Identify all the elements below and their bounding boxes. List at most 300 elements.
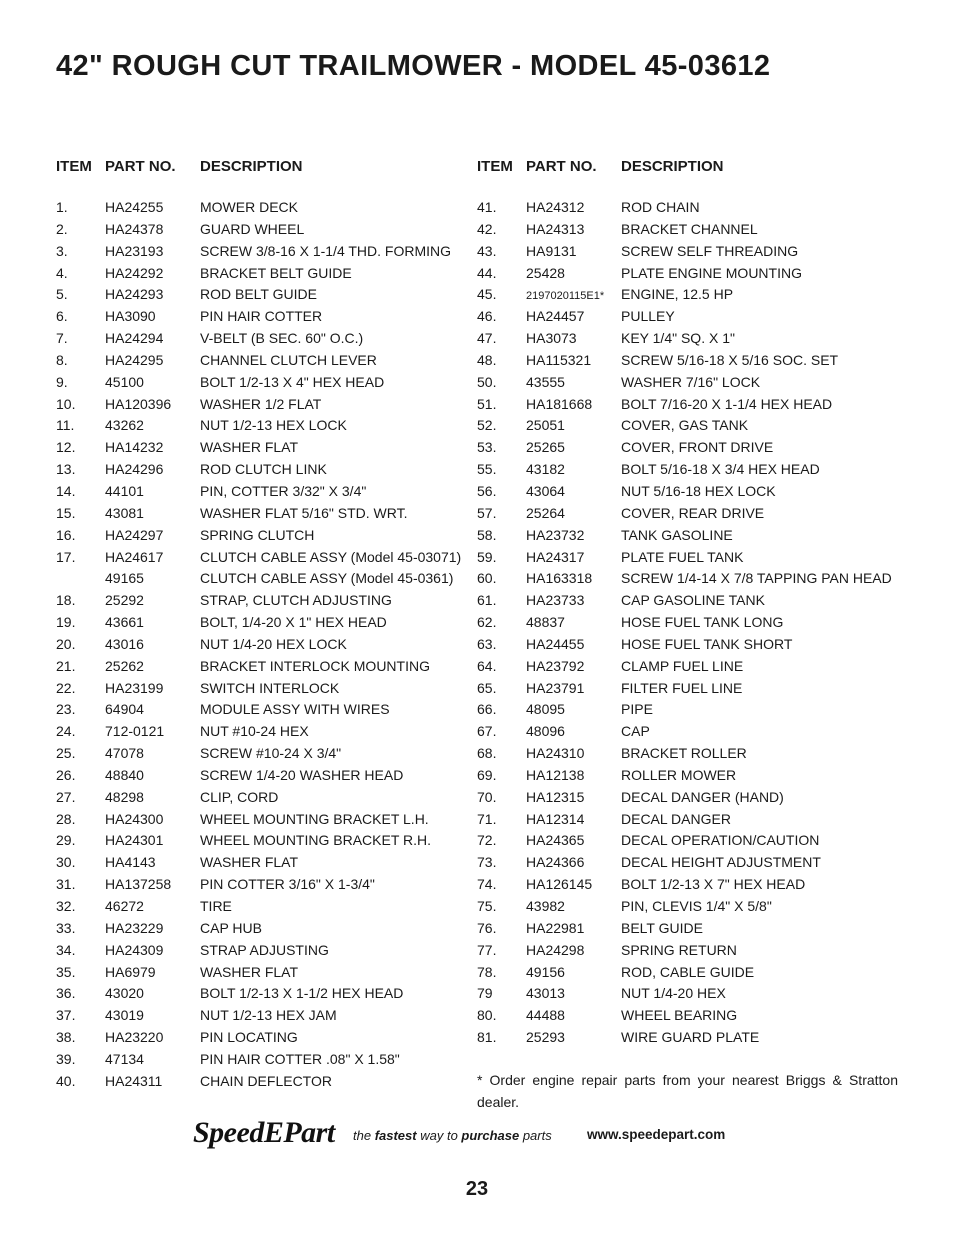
part-number: HA12138 bbox=[526, 766, 585, 783]
part-description: SCREW #10-24 X 3/4" bbox=[200, 745, 342, 762]
table-row bbox=[56, 700, 471, 722]
item-number: 29. bbox=[56, 832, 76, 849]
part-number: HA24298 bbox=[526, 941, 585, 958]
part-description: ROD CHAIN bbox=[621, 199, 700, 215]
part-description: DECAL DANGER bbox=[621, 810, 731, 827]
table-row bbox=[477, 853, 907, 875]
table-header bbox=[56, 155, 471, 177]
part-number: 43020 bbox=[105, 985, 144, 1002]
part-number: 43982 bbox=[526, 898, 565, 914]
part-number: 25262 bbox=[105, 657, 144, 674]
part-number: 43064 bbox=[526, 482, 565, 499]
table-row bbox=[477, 373, 907, 395]
item-number: 17. bbox=[56, 548, 76, 565]
table-row bbox=[477, 831, 907, 853]
item-number: 27. bbox=[56, 788, 76, 805]
part-description: HOSE FUEL TANK LONG bbox=[621, 614, 784, 631]
table-row bbox=[477, 897, 907, 919]
item-number: 4. bbox=[56, 264, 68, 281]
part-description: SCREW SELF THREADING bbox=[621, 242, 799, 259]
part-number: HA137258 bbox=[105, 876, 172, 893]
item-number: 77. bbox=[477, 941, 497, 958]
item-number: 33. bbox=[56, 919, 76, 936]
part-number: HA24378 bbox=[105, 220, 164, 237]
part-number: 43019 bbox=[105, 1007, 144, 1024]
item-number: 36. bbox=[56, 985, 76, 1002]
table-row bbox=[477, 591, 907, 613]
part-description: SCREW 1/4-14 X 7/8 TAPPING PAN HEAD bbox=[621, 570, 892, 587]
part-description: BRACKET BELT GUIDE bbox=[200, 264, 352, 281]
tagline bbox=[353, 1128, 552, 1143]
part-number: HA22981 bbox=[526, 919, 585, 936]
part-number: HA24455 bbox=[526, 635, 585, 652]
parts-list-right bbox=[477, 198, 907, 1050]
part-number: HA181668 bbox=[526, 395, 593, 412]
table-row bbox=[477, 919, 907, 941]
table-row bbox=[56, 569, 471, 591]
table-row bbox=[477, 569, 907, 591]
table-row bbox=[56, 351, 471, 373]
part-description: WASHER FLAT bbox=[200, 439, 299, 456]
header-part-no: PART NO. bbox=[105, 158, 176, 175]
parts-table-left bbox=[56, 155, 471, 1094]
table-row bbox=[56, 438, 471, 460]
item-number: 21. bbox=[56, 657, 76, 674]
item-number: 74. bbox=[477, 876, 497, 893]
part-number: HA120396 bbox=[105, 395, 172, 412]
part-description: PIN HAIR COTTER .08" X 1.58" bbox=[200, 1050, 400, 1067]
table-row bbox=[477, 264, 907, 286]
table-row bbox=[56, 722, 471, 744]
table-row bbox=[56, 504, 471, 526]
part-description: BOLT 5/16-18 X 3/4 HEX HEAD bbox=[621, 461, 820, 478]
table-row bbox=[56, 766, 471, 788]
tagline-post: parts bbox=[519, 1128, 552, 1143]
item-number: 37. bbox=[56, 1007, 76, 1024]
part-description: ROLLER MOWER bbox=[621, 766, 737, 783]
item-number: 78. bbox=[477, 963, 497, 980]
part-number: HA3073 bbox=[526, 330, 577, 347]
part-number: HA23792 bbox=[526, 657, 585, 674]
item-number: 11. bbox=[56, 417, 75, 434]
table-row bbox=[56, 831, 471, 853]
table-row bbox=[477, 613, 907, 635]
part-description: CLAMP FUEL LINE bbox=[621, 657, 744, 674]
item-number: 47. bbox=[477, 330, 497, 347]
part-number: 25051 bbox=[526, 417, 565, 434]
item-number: 56. bbox=[477, 482, 497, 499]
header-description: DESCRIPTION bbox=[621, 158, 724, 175]
part-number: 64904 bbox=[105, 701, 144, 718]
part-description: MOWER DECK bbox=[200, 199, 298, 215]
item-number: 52. bbox=[477, 417, 497, 434]
item-number: 34. bbox=[56, 941, 76, 958]
part-number: HA24293 bbox=[105, 286, 164, 303]
part-description: CAP bbox=[621, 723, 650, 740]
part-description: NUT 1/2-13 HEX JAM bbox=[200, 1007, 337, 1024]
part-number: HA12315 bbox=[526, 788, 585, 805]
part-number: 43016 bbox=[105, 635, 144, 652]
part-description: COVER, GAS TANK bbox=[621, 417, 749, 434]
part-description: CHANNEL CLUTCH LEVER bbox=[200, 351, 377, 368]
table-row bbox=[56, 984, 471, 1006]
parts-list-left bbox=[56, 198, 471, 1094]
part-description: BELT GUIDE bbox=[621, 919, 703, 936]
part-description: BOLT, 1/4-20 X 1" HEX HEAD bbox=[200, 614, 387, 631]
table-row bbox=[477, 1028, 907, 1050]
part-number: HA24309 bbox=[105, 941, 164, 958]
table-row bbox=[56, 395, 471, 417]
part-description: WASHER FLAT bbox=[200, 963, 299, 980]
table-row bbox=[56, 285, 471, 307]
part-description: FILTER FUEL LINE bbox=[621, 679, 743, 696]
part-number: HA115321 bbox=[526, 351, 592, 368]
item-number: 76. bbox=[477, 919, 497, 936]
part-number: HA126145 bbox=[526, 876, 593, 893]
table-row bbox=[477, 504, 907, 526]
table-row bbox=[56, 460, 471, 482]
part-description: NUT 1/2-13 HEX LOCK bbox=[200, 417, 347, 434]
item-number: 23. bbox=[56, 701, 76, 718]
table-row bbox=[477, 700, 907, 722]
table-row bbox=[477, 526, 907, 548]
item-number: 8. bbox=[56, 351, 68, 368]
part-description: PIN LOCATING bbox=[200, 1029, 298, 1046]
item-number: 50. bbox=[477, 373, 497, 390]
item-number: 7. bbox=[56, 330, 68, 347]
part-number: HA24311 bbox=[105, 1072, 163, 1089]
part-description: PIN COTTER 3/16" X 1-3/4" bbox=[200, 876, 375, 893]
table-row bbox=[477, 679, 907, 701]
item-number: 45. bbox=[477, 286, 497, 303]
part-number: 44101 bbox=[105, 482, 144, 499]
part-number: HA24295 bbox=[105, 351, 164, 368]
item-number: 55. bbox=[477, 461, 497, 478]
item-number: 26. bbox=[56, 766, 76, 783]
table-row bbox=[477, 482, 907, 504]
part-description: ROD, CABLE GUIDE bbox=[621, 963, 755, 980]
table-row bbox=[477, 395, 907, 417]
part-description: BRACKET CHANNEL bbox=[621, 220, 758, 237]
table-row bbox=[56, 635, 471, 657]
item-number: 13. bbox=[56, 461, 76, 478]
part-description: BRACKET ROLLER bbox=[621, 745, 747, 762]
part-number: HA24312 bbox=[526, 199, 585, 215]
item-number: 51. bbox=[477, 395, 497, 412]
table-row bbox=[477, 1006, 907, 1028]
part-number: 43555 bbox=[526, 373, 565, 390]
table-row bbox=[56, 373, 471, 395]
item-number: 14. bbox=[56, 482, 76, 499]
engine-parts-note: * Order engine repair parts from your nearest Briggs & Stratton dealer. bbox=[477, 1072, 898, 1110]
part-description: ROD CLUTCH LINK bbox=[200, 461, 327, 478]
item-number: 39. bbox=[56, 1050, 76, 1067]
tagline-purchase: purchase bbox=[461, 1128, 520, 1143]
table-row bbox=[477, 460, 907, 482]
part-description: PIN HAIR COTTER bbox=[200, 308, 323, 325]
table-row bbox=[56, 1050, 471, 1072]
item-number: 48. bbox=[477, 351, 497, 368]
part-description: WHEEL MOUNTING BRACKET R.H. bbox=[200, 832, 432, 849]
part-description: V-BELT (B SEC. 60" O.C.) bbox=[200, 330, 364, 347]
website-link[interactable]: www.speedepart.com bbox=[587, 1127, 726, 1142]
item-number: 6. bbox=[56, 308, 68, 325]
header-part-no: PART NO. bbox=[526, 158, 597, 175]
part-number: 48840 bbox=[105, 766, 144, 783]
part-number: HA23733 bbox=[526, 592, 585, 609]
page-number: 23 bbox=[465, 1178, 489, 1200]
item-number: 35. bbox=[56, 963, 76, 980]
table-row bbox=[56, 548, 471, 570]
part-number: HA9131 bbox=[526, 242, 577, 259]
tagline-mid: way to bbox=[416, 1128, 462, 1143]
part-number: HA24310 bbox=[526, 745, 585, 762]
part-description: NUT #10-24 HEX bbox=[200, 723, 309, 740]
item-number: 64. bbox=[477, 657, 497, 674]
item-number: 62. bbox=[477, 614, 497, 631]
part-number: HA4143 bbox=[105, 854, 156, 871]
table-row bbox=[477, 416, 907, 438]
item-number: 61. bbox=[477, 592, 497, 609]
part-description: CAP HUB bbox=[200, 919, 262, 936]
item-number: 10. bbox=[56, 395, 76, 412]
part-description: WHEEL MOUNTING BRACKET L.H. bbox=[200, 810, 429, 827]
part-number: HA23229 bbox=[105, 919, 164, 936]
item-number: 42. bbox=[477, 220, 497, 237]
part-description: CLUTCH CABLE ASSY (Model 45-03071) bbox=[200, 548, 462, 565]
part-description: CLUTCH CABLE ASSY (Model 45-0361) bbox=[200, 570, 454, 587]
part-description: DECAL DANGER (HAND) bbox=[621, 788, 784, 805]
part-number: 49165 bbox=[105, 570, 144, 587]
part-description: COVER, FRONT DRIVE bbox=[621, 439, 774, 456]
table-row bbox=[477, 198, 907, 220]
item-number: 46. bbox=[477, 308, 497, 325]
table-row bbox=[56, 242, 471, 264]
part-number: HA23193 bbox=[105, 242, 164, 259]
part-number: HA24300 bbox=[105, 810, 164, 827]
item-number: 41. bbox=[477, 199, 497, 215]
part-number: 43661 bbox=[105, 614, 144, 631]
table-row bbox=[477, 810, 907, 832]
part-description: ROD BELT GUIDE bbox=[200, 286, 317, 303]
part-description: GUARD WHEEL bbox=[200, 220, 305, 237]
part-description: BOLT 1/2-13 X 7" HEX HEAD bbox=[621, 876, 806, 893]
table-row bbox=[56, 1006, 471, 1028]
table-row bbox=[477, 329, 907, 351]
part-number: 48298 bbox=[105, 788, 144, 805]
header-item: ITEM bbox=[56, 158, 92, 175]
part-number: HA14232 bbox=[105, 439, 164, 456]
part-number: 44488 bbox=[526, 1007, 565, 1024]
item-number: 81. bbox=[477, 1029, 497, 1046]
item-number: 65. bbox=[477, 679, 497, 696]
item-number: 3. bbox=[56, 242, 68, 259]
part-description: TANK GASOLINE bbox=[621, 526, 733, 543]
part-number: HA23732 bbox=[526, 526, 585, 543]
part-description: PIN, COTTER 3/32" X 3/4" bbox=[200, 482, 367, 499]
part-number: HA24366 bbox=[526, 854, 585, 871]
table-row bbox=[56, 897, 471, 919]
part-number: 47134 bbox=[105, 1050, 144, 1067]
table-header bbox=[477, 155, 907, 177]
table-row bbox=[477, 766, 907, 788]
table-row bbox=[477, 242, 907, 264]
table-row bbox=[56, 941, 471, 963]
table-row bbox=[56, 963, 471, 985]
table-row bbox=[56, 875, 471, 897]
part-description: DECAL OPERATION/CAUTION bbox=[621, 832, 820, 849]
part-description: ENGINE, 12.5 HP bbox=[621, 286, 734, 303]
part-description: SWITCH INTERLOCK bbox=[200, 679, 340, 696]
table-row bbox=[56, 329, 471, 351]
part-description: WASHER 1/2 FLAT bbox=[200, 395, 322, 412]
table-row bbox=[56, 853, 471, 875]
item-number: 31. bbox=[56, 876, 76, 893]
header-description: DESCRIPTION bbox=[200, 158, 303, 175]
part-number: 25264 bbox=[526, 504, 565, 521]
table-row bbox=[56, 613, 471, 635]
item-number: 20. bbox=[56, 635, 76, 652]
part-description: SPRING RETURN bbox=[621, 941, 737, 958]
item-number: 1. bbox=[56, 199, 68, 215]
table-row bbox=[477, 438, 907, 460]
part-description: BRACKET INTERLOCK MOUNTING bbox=[200, 657, 430, 674]
part-number: 48095 bbox=[526, 701, 565, 718]
item-number: 72. bbox=[477, 832, 497, 849]
table-row bbox=[56, 1028, 471, 1050]
table-row bbox=[477, 744, 907, 766]
part-number: 25293 bbox=[526, 1029, 565, 1046]
part-number: HA24457 bbox=[526, 308, 585, 325]
table-row bbox=[477, 722, 907, 744]
part-number: HA23220 bbox=[105, 1029, 164, 1046]
item-number: 59. bbox=[477, 548, 497, 565]
part-description: HOSE FUEL TANK SHORT bbox=[621, 635, 793, 652]
part-description: PULLEY bbox=[621, 308, 675, 325]
part-number: 46272 bbox=[105, 898, 144, 914]
item-number: 15. bbox=[56, 504, 76, 521]
part-number: 47078 bbox=[105, 745, 144, 762]
page-title: 42" ROUGH CUT TRAILMOWER - MODEL 45-03612 bbox=[56, 50, 771, 82]
item-number: 57. bbox=[477, 504, 497, 521]
table-row bbox=[477, 548, 907, 570]
table-row bbox=[56, 307, 471, 329]
part-number: HA24294 bbox=[105, 330, 164, 347]
item-number: 67. bbox=[477, 723, 497, 740]
table-row bbox=[56, 482, 471, 504]
part-number: HA24301 bbox=[105, 832, 164, 849]
part-number: HA24292 bbox=[105, 264, 164, 281]
table-row bbox=[477, 941, 907, 963]
part-description: STRAP, CLUTCH ADJUSTING bbox=[200, 592, 392, 609]
item-number: 66. bbox=[477, 701, 497, 718]
item-number: 71. bbox=[477, 810, 497, 827]
part-number: HA24296 bbox=[105, 461, 164, 478]
part-number: 43262 bbox=[105, 417, 144, 434]
part-number: 712-0121 bbox=[105, 723, 165, 740]
item-number: 73. bbox=[477, 854, 497, 871]
item-number: 40. bbox=[56, 1072, 76, 1089]
part-number: 25292 bbox=[105, 592, 144, 609]
part-description: STRAP ADJUSTING bbox=[200, 941, 329, 958]
item-number: 32. bbox=[56, 898, 76, 914]
part-description: NUT 1/4-20 HEX bbox=[621, 985, 726, 1002]
part-description: WASHER FLAT bbox=[200, 854, 299, 871]
table-row bbox=[56, 810, 471, 832]
table-row bbox=[477, 351, 907, 373]
part-number: HA12314 bbox=[526, 810, 585, 827]
speedepart-logo: SpeedEPart bbox=[193, 1116, 335, 1149]
part-number: HA24365 bbox=[526, 832, 585, 849]
table-row bbox=[56, 264, 471, 286]
item-number: 25. bbox=[56, 745, 76, 762]
table-row bbox=[56, 744, 471, 766]
part-number: 48837 bbox=[526, 614, 565, 631]
part-description: NUT 1/4-20 HEX LOCK bbox=[200, 635, 347, 652]
part-description: SCREW 5/16-18 X 5/16 SOC. SET bbox=[621, 351, 839, 368]
tagline-pre: the bbox=[353, 1128, 375, 1143]
table-row bbox=[56, 220, 471, 242]
table-row bbox=[56, 1072, 471, 1094]
table-row bbox=[56, 526, 471, 548]
item-number: 24. bbox=[56, 723, 76, 740]
part-number: HA6979 bbox=[105, 963, 156, 980]
part-number: 43182 bbox=[526, 461, 565, 478]
part-number: HA24255 bbox=[105, 199, 164, 215]
item-number: 79 bbox=[477, 985, 493, 1002]
table-row bbox=[56, 416, 471, 438]
part-description: PLATE FUEL TANK bbox=[621, 548, 744, 565]
table-row bbox=[477, 220, 907, 242]
item-number: 38. bbox=[56, 1029, 76, 1046]
item-number: 63. bbox=[477, 635, 497, 652]
item-number: 53. bbox=[477, 439, 497, 456]
item-number: 60. bbox=[477, 570, 497, 587]
part-number: 48096 bbox=[526, 723, 565, 740]
table-row bbox=[56, 788, 471, 810]
item-number: 70. bbox=[477, 788, 497, 805]
item-number: 5. bbox=[56, 286, 68, 303]
table-row bbox=[477, 307, 907, 329]
part-number: HA24317 bbox=[526, 548, 585, 565]
part-description: NUT 5/16-18 HEX LOCK bbox=[621, 482, 776, 499]
part-number: 25265 bbox=[526, 439, 565, 456]
item-number: 69. bbox=[477, 766, 497, 783]
part-description: WHEEL BEARING bbox=[621, 1007, 738, 1024]
item-number: 58. bbox=[477, 526, 497, 543]
part-number: HA24313 bbox=[526, 220, 585, 237]
part-number: HA24617 bbox=[105, 548, 164, 565]
part-number: 25428 bbox=[526, 264, 565, 281]
item-number: 80. bbox=[477, 1007, 497, 1024]
part-description: WIRE GUARD PLATE bbox=[621, 1029, 760, 1046]
part-number: HA23791 bbox=[526, 679, 585, 696]
part-description: BOLT 1/2-13 X 1-1/2 HEX HEAD bbox=[200, 985, 404, 1002]
table-row bbox=[477, 635, 907, 657]
part-description: SCREW 3/8-16 X 1-1/4 THD. FORMING bbox=[200, 242, 452, 259]
part-number: 43013 bbox=[526, 985, 565, 1002]
parts-table-right bbox=[477, 155, 907, 1050]
part-description: MODULE ASSY WITH WIRES bbox=[200, 701, 390, 718]
part-description: TIRE bbox=[200, 898, 232, 914]
part-description: PIN, CLEVIS 1/4" X 5/8" bbox=[621, 898, 772, 914]
table-row bbox=[477, 984, 907, 1006]
table-row bbox=[477, 285, 907, 307]
part-number: HA163318 bbox=[526, 570, 593, 587]
part-description: PLATE ENGINE MOUNTING bbox=[621, 264, 802, 281]
item-number: 19. bbox=[56, 614, 76, 631]
part-description: DECAL HEIGHT ADJUSTMENT bbox=[621, 854, 821, 871]
